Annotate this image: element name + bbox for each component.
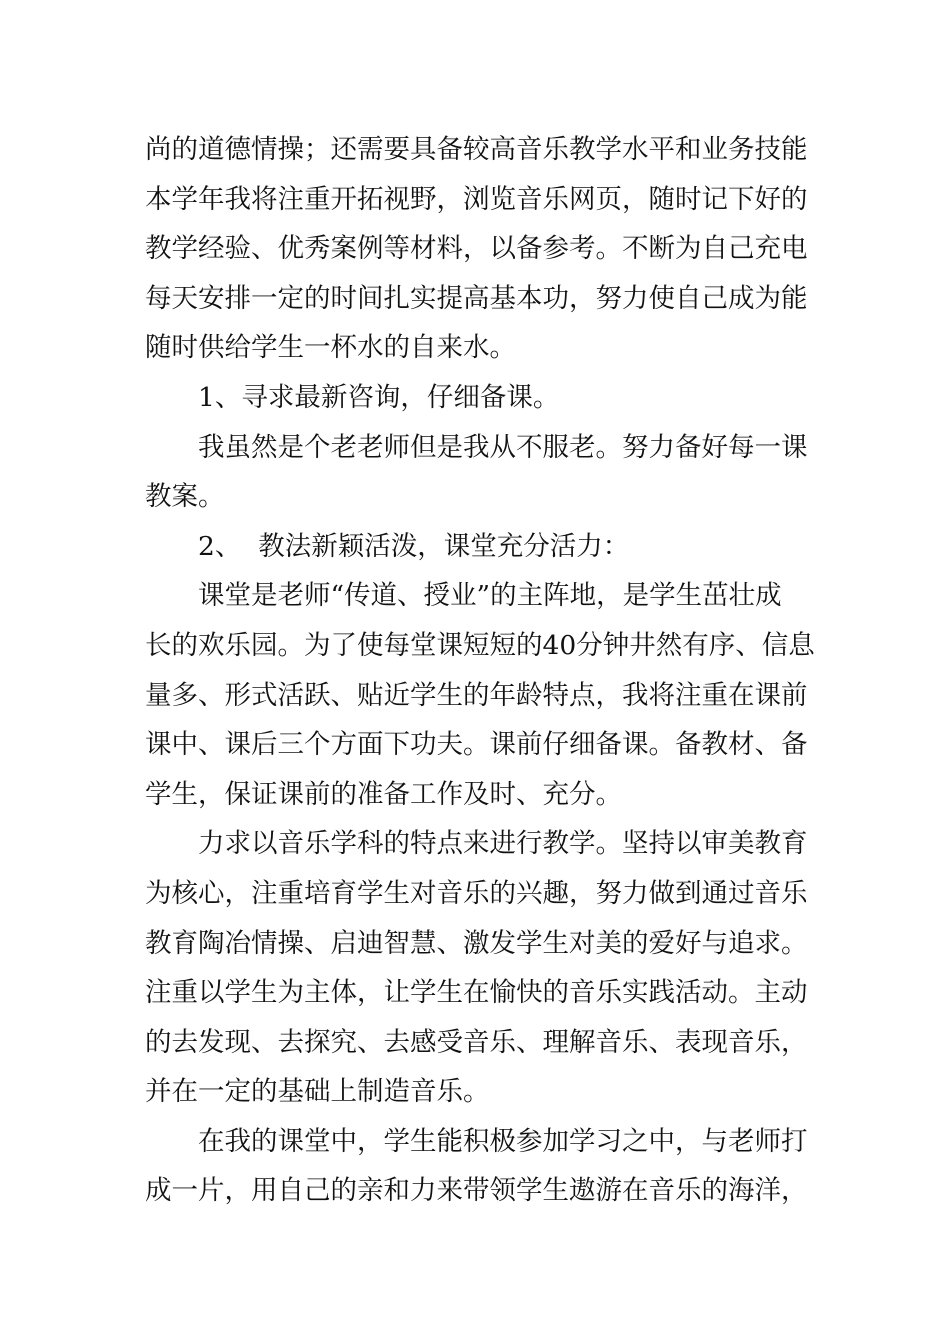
text-line-7: 我虽然是个老老师但是我从不服老。努力备好每一课 — [198, 431, 808, 463]
text-line-8: 教案。 — [145, 481, 225, 513]
text-line-2: 本学年我将注重开拓视野，浏览音乐网页，随时记下好的 — [145, 183, 808, 215]
text-line-22: 成一片，用自己的亲和力来带领学生遨游在音乐的海洋， — [145, 1175, 808, 1207]
text-line-1: 尚的道德情操；还需要具备较高音乐教学水平和业务技能 — [145, 134, 808, 165]
text-line-17: 教育陶冶情操、启迪智慧、激发学生对美的爱好与追求。 — [145, 927, 808, 959]
text-line-12: 量多、形式活跃、贴近学生的年龄特点，我将注重在课前 — [145, 679, 808, 711]
text-line-13: 课中、课后三个方面下功夫。课前仔细备课。备教材、备 — [145, 729, 808, 761]
text-line-16: 为核心，注重培育学生对音乐的兴趣，努力做到通过音乐 — [145, 877, 808, 909]
document-body — [145, 125, 815, 1216]
text-line-18: 注重以学生为主体，让学生在愉快的音乐实践活动。主动 — [145, 977, 808, 1009]
text-line-20: 并在一定的基础上制造音乐。 — [145, 1076, 490, 1108]
text-line-19: 的去发现、去探究、去感受音乐、理解音乐、表现音乐， — [145, 1026, 808, 1058]
text-line-5: 随时供给学生一杯水的自来水。 — [145, 332, 516, 364]
text-line-11: 长的欢乐园。为了使每堂课短短的40分钟井然有序、信息 — [145, 629, 815, 661]
text-line-21: 在我的课堂中，学生能积极参加学习之中，与老师打 — [198, 1125, 808, 1157]
text-line-3: 教学经验、优秀案例等材料，以备参考。不断为自己充电 — [145, 233, 808, 265]
text-line-10: 课堂是老师“传道、授业”的主阵地，是学生茁壮成 — [198, 580, 782, 612]
text-line-15: 力求以音乐学科的特点来进行教学。坚持以审美教育 — [198, 828, 808, 860]
text-line-9: 2、 教法新颖活泼，课堂充分活力： — [198, 530, 630, 562]
text-line-6: 1、寻求最新咨询，仔细备课。 — [198, 381, 560, 413]
text-line-14: 学生，保证课前的准备工作及时、充分。 — [145, 778, 622, 810]
text-line-4: 每天安排一定的时间扎实提高基本功，努力使自己成为能 — [145, 282, 808, 314]
